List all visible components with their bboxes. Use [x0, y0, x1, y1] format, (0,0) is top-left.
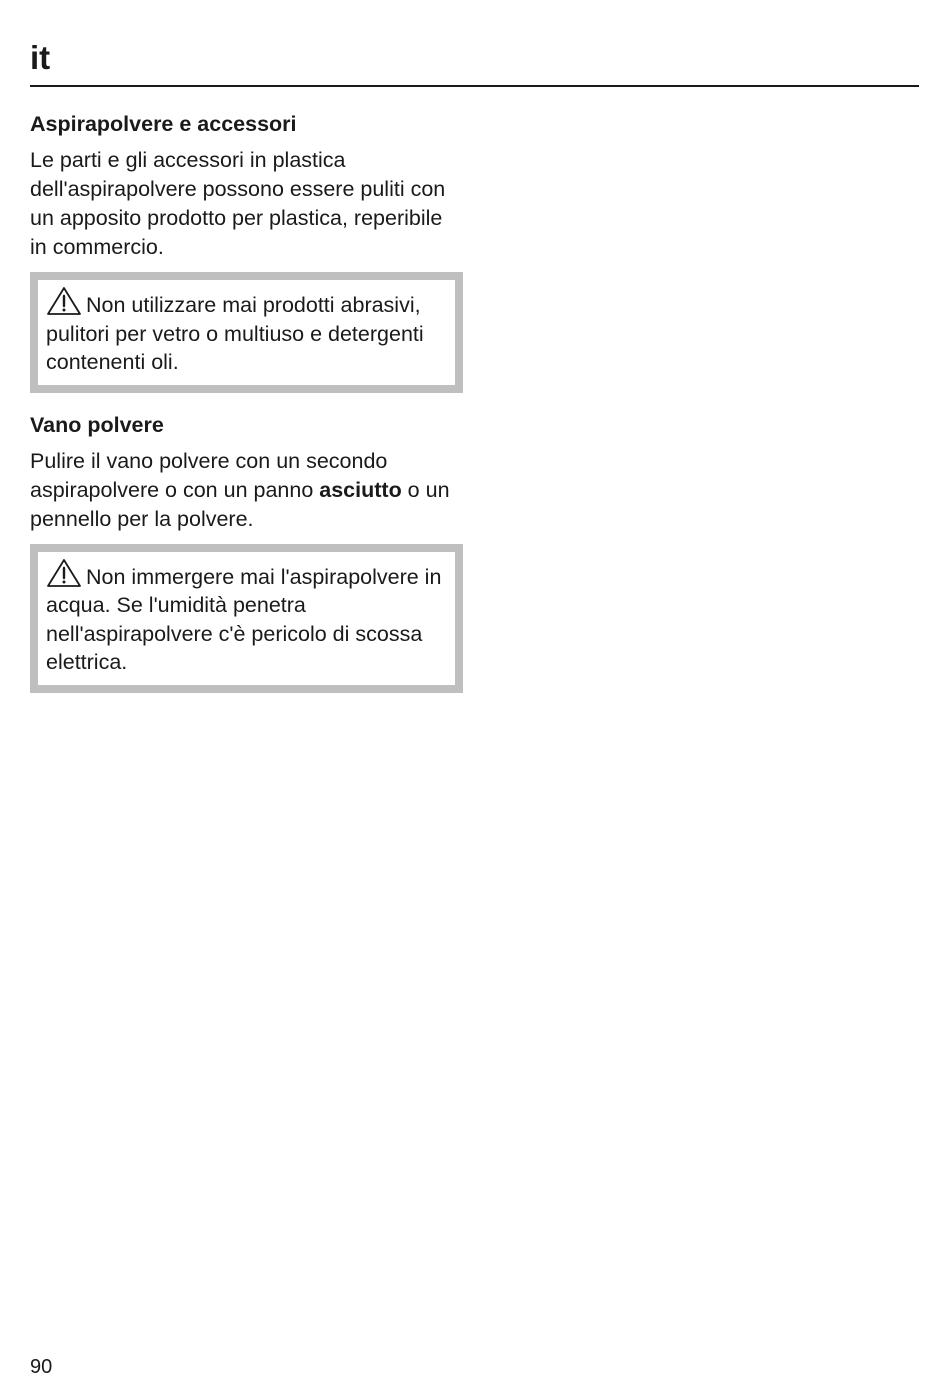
paragraph-text-part: o un pennello per la polvere.	[30, 477, 450, 531]
warning-triangle-icon	[46, 286, 82, 316]
section-heading-dust-compartment: Vano polvere	[30, 412, 164, 437]
page-number: 90	[30, 1356, 53, 1378]
warning-text-abrasives: Non utilizzare mai prodotti abrasivi, pulitori per vetro o multiuso e detergenti contenenti oli.	[46, 293, 424, 374]
header-divider	[30, 85, 919, 87]
language-code: it	[30, 39, 51, 76]
warning-text-water: Non immergere mai l'aspirapolvere in acqua. Se l'umidità penetra nell'aspirapolvere c'è pericolo di scossa elettrica.	[46, 564, 442, 674]
warning-box-abrasives	[30, 272, 463, 393]
section-paragraph-vacuum-accessories: Le parti e gli accessori in plastica dell'aspirapolvere possono essere puliti con un apposito prodotto per plastica, reperibile in commercio.	[30, 148, 446, 259]
content-column	[30, 110, 463, 711]
warning-box-water	[30, 544, 463, 693]
section-heading-vacuum-accessories: Aspirapolvere e accessori	[30, 112, 297, 136]
warning-triangle-icon	[46, 558, 82, 588]
section-paragraph-dust-compartment	[30, 447, 463, 534]
paragraph-text-part: Pulire il vano polvere con un secondo aspirapolvere o con un panno	[30, 448, 388, 502]
paragraph-emphasis: asciutto	[319, 477, 402, 502]
